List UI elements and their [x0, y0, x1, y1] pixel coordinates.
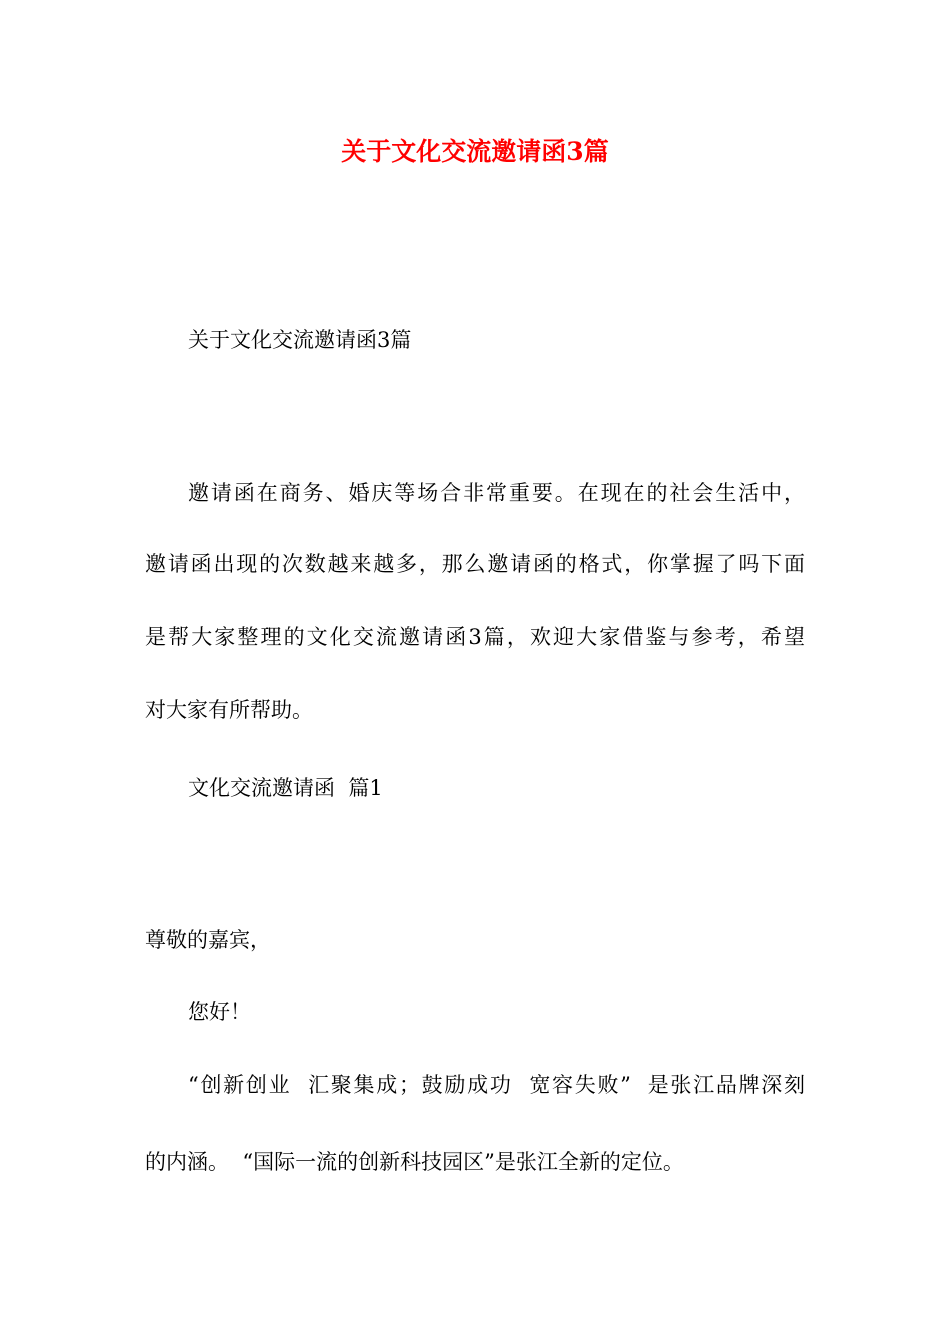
intro-line-2: 邀请函出现的次数越来越多，那么邀请函的格式，你掌握了吗下面 [145, 552, 805, 576]
section-heading: 文化交流邀请函 篇1 [188, 776, 383, 800]
body-line-2: 的内涵。 “国际一流的创新科技园区”是张江全新的定位。 [145, 1150, 684, 1174]
intro-line-3: 是帮大家整理的文化交流邀请函3篇，欢迎大家借鉴与参考，希望 [145, 625, 805, 649]
greeting: 您好！ [188, 1000, 251, 1024]
intro-line-1: 邀请函在商务、婚庆等场合非常重要。在现在的社会生活中， [188, 481, 805, 505]
salutation: 尊敬的嘉宾， [145, 928, 271, 952]
document-title: 关于文化交流邀请函3篇 [341, 137, 609, 166]
document-subtitle: 关于文化交流邀请函3篇 [188, 328, 412, 352]
intro-line-4: 对大家有所帮助。 [145, 698, 313, 722]
body-line-1: “创新创业 汇聚集成；鼓励成功 宽容失败” 是张江品牌深刻 [188, 1073, 805, 1097]
